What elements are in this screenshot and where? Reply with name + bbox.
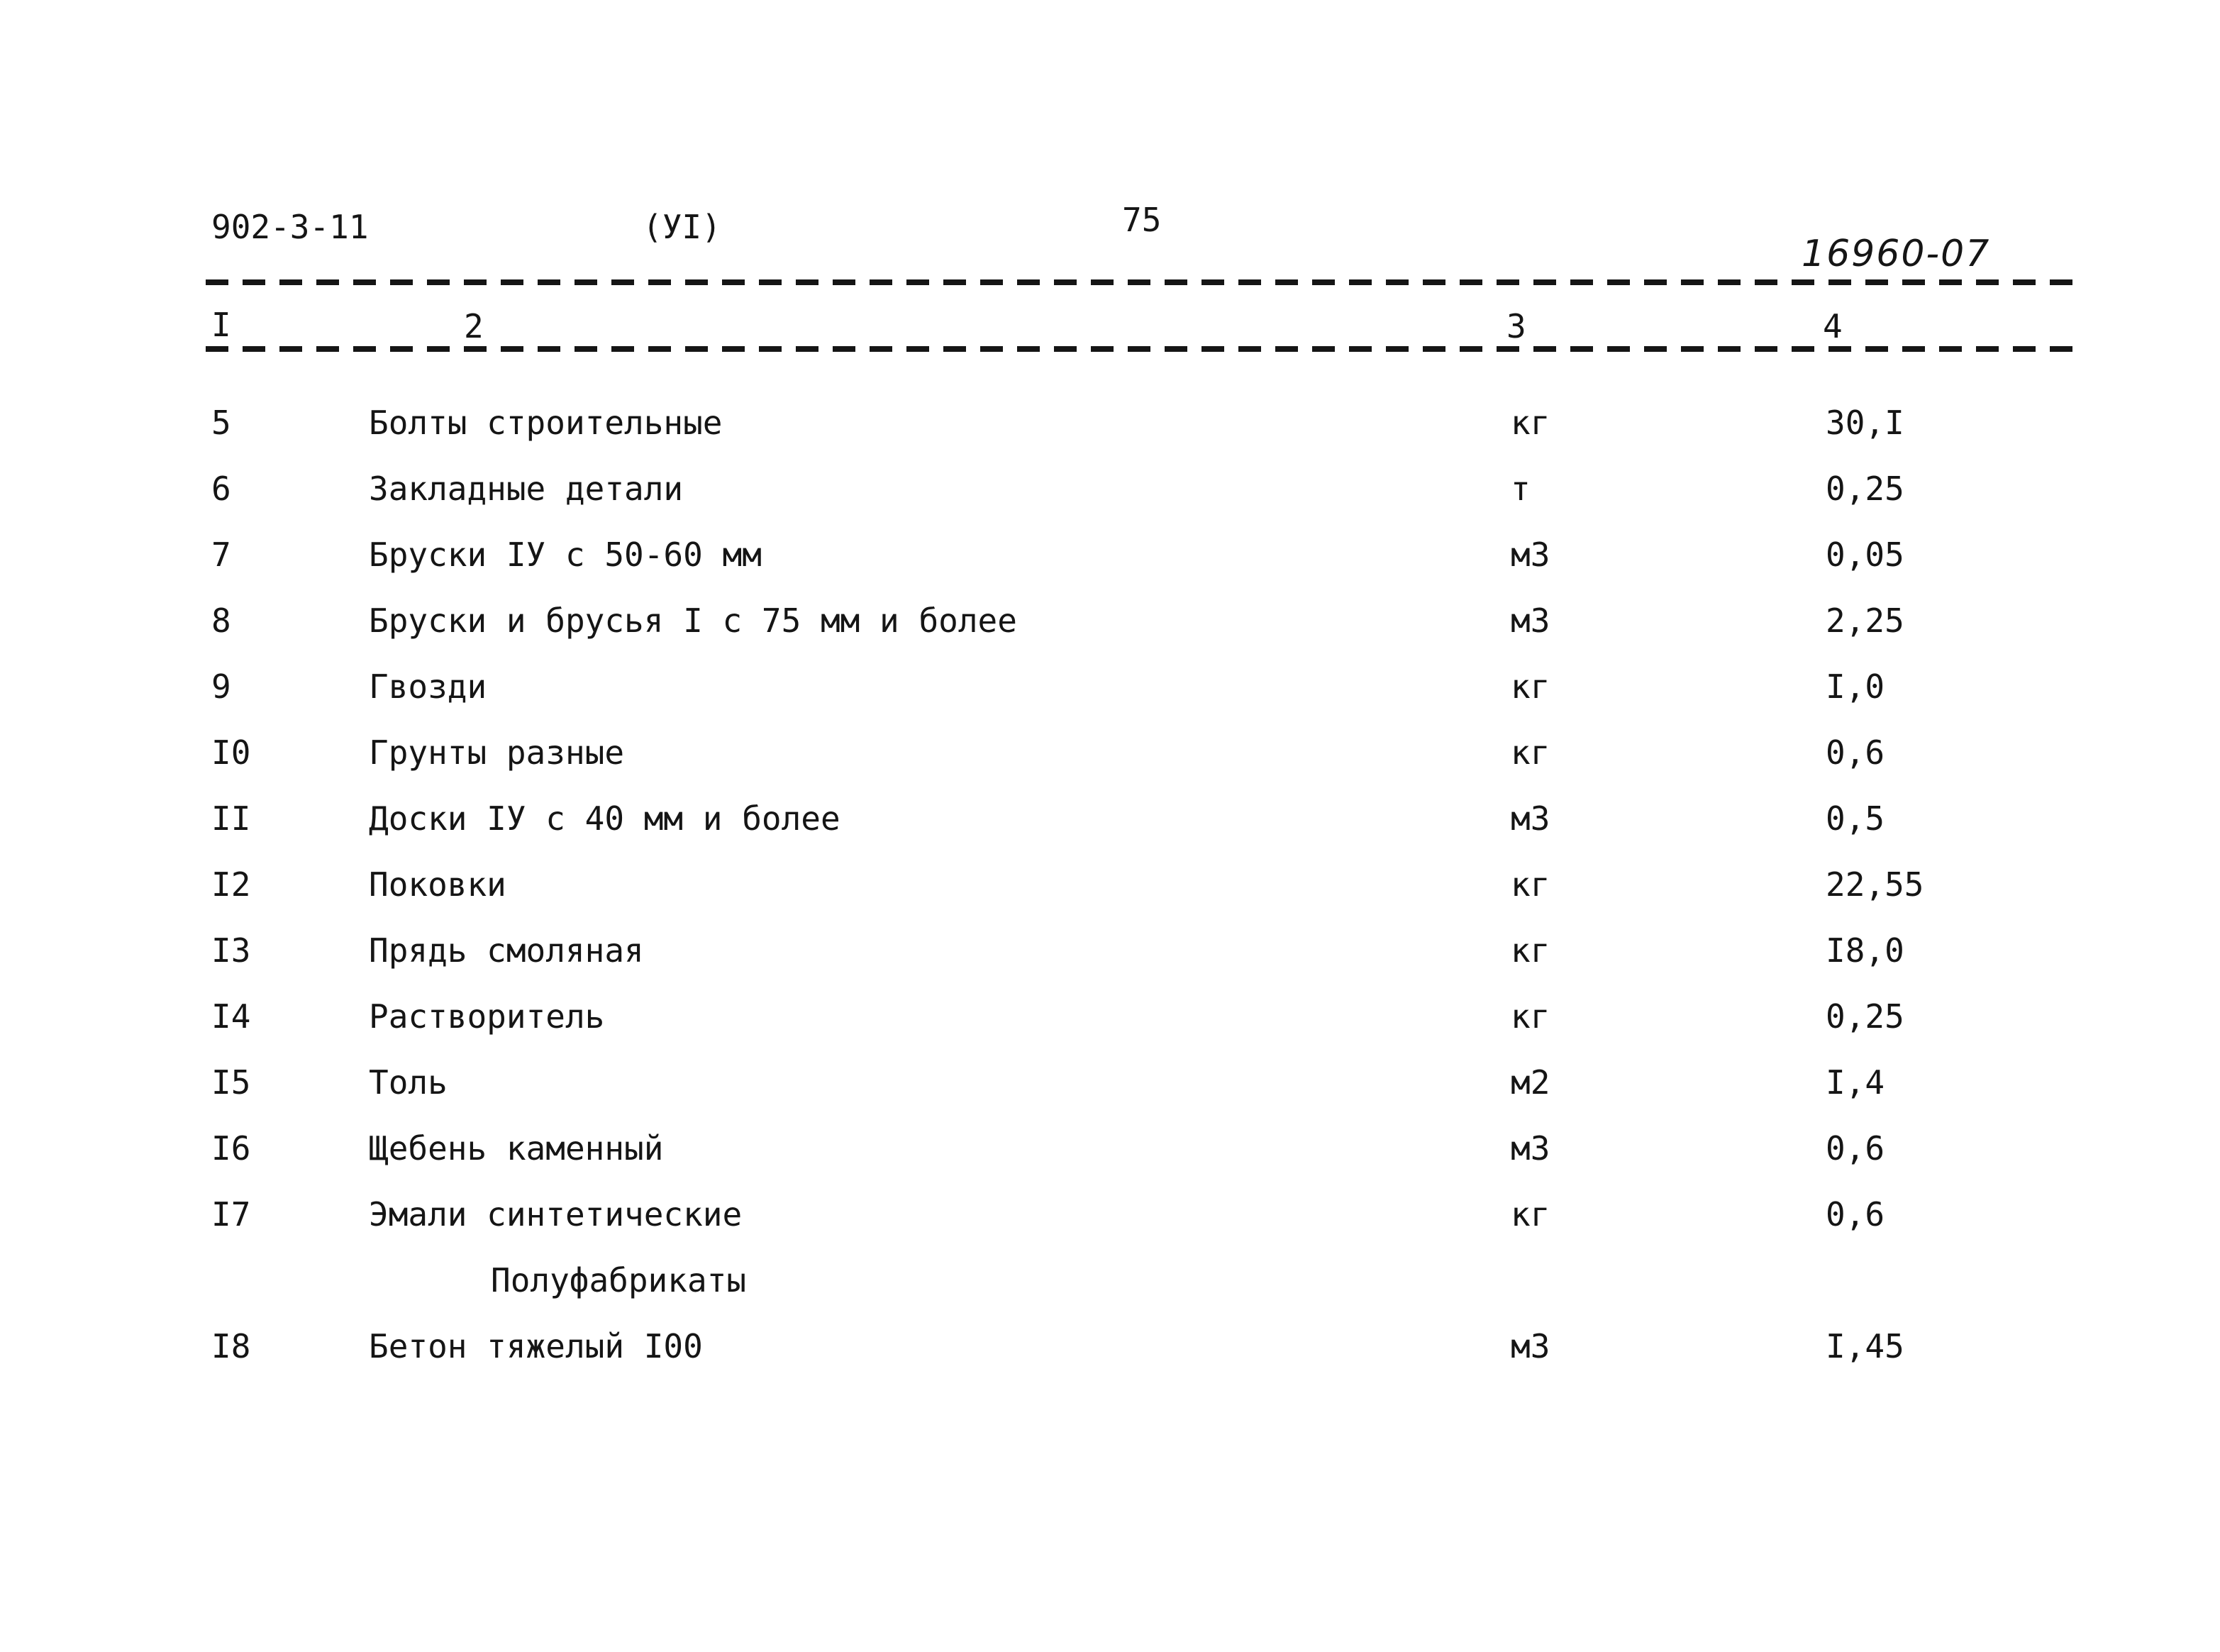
quantity: 2,25 xyxy=(1826,602,1904,640)
quantity: I,45 xyxy=(1826,1327,1904,1365)
table-row xyxy=(0,601,2220,667)
row-number: 6 xyxy=(211,470,231,508)
column-number-3: 3 xyxy=(1502,306,1531,346)
row-number: II xyxy=(211,799,251,838)
quantity: 0,25 xyxy=(1826,997,1904,1036)
unit: кг xyxy=(1511,865,1550,904)
material-name: Толь xyxy=(369,1063,448,1102)
quantity: 22,55 xyxy=(1826,865,1924,904)
table-row xyxy=(0,931,2220,997)
row-number: 8 xyxy=(211,602,231,640)
row-number: I8 xyxy=(211,1327,251,1365)
table-row xyxy=(0,403,2220,469)
material-name: Поковки xyxy=(369,865,506,904)
material-name: Щебень каменный xyxy=(369,1129,664,1168)
material-name: Грунты разные xyxy=(369,733,625,772)
unit: м2 xyxy=(1511,1063,1550,1102)
doc-code: 902-3-11 xyxy=(211,208,369,246)
unit: кг xyxy=(1511,667,1550,706)
quantity: 0,05 xyxy=(1826,536,1904,574)
table-row xyxy=(0,733,2220,799)
material-name: Прядь смоляная xyxy=(369,931,644,970)
row-number: I2 xyxy=(211,865,251,904)
material-name: Растворитель xyxy=(369,997,605,1036)
quantity: 0,25 xyxy=(1826,470,1904,508)
unit: м3 xyxy=(1511,799,1550,838)
table-row xyxy=(0,1194,2220,1260)
table-row xyxy=(0,535,2220,601)
row-number: I7 xyxy=(211,1195,251,1234)
column-number-1: I xyxy=(207,305,235,345)
quantity: I8,0 xyxy=(1826,931,1904,970)
unit: т xyxy=(1511,470,1531,508)
section-code: (УI) xyxy=(643,208,721,246)
table-row xyxy=(0,469,2220,535)
material-name: Доски IУ с 40 мм и более xyxy=(369,799,840,838)
row-number: I0 xyxy=(211,733,251,772)
quantity: 30,I xyxy=(1826,404,1904,442)
table-row xyxy=(0,667,2220,733)
table-row xyxy=(0,1063,2220,1129)
table-row xyxy=(0,997,2220,1063)
material-name: Бруски IУ с 50-60 мм xyxy=(369,536,762,574)
row-number: 9 xyxy=(211,667,231,706)
row-number: 5 xyxy=(211,404,231,442)
row-number: I3 xyxy=(211,931,251,970)
table-row xyxy=(0,1326,2220,1392)
table-subheading: Полуфабрикаты xyxy=(491,1261,747,1299)
row-number: I5 xyxy=(211,1063,251,1102)
row-number: I6 xyxy=(211,1129,251,1168)
column-number-2: 2 xyxy=(460,306,488,346)
material-name: Эмали синтетические xyxy=(369,1195,743,1234)
column-number-4: 4 xyxy=(1819,306,1847,346)
unit: м3 xyxy=(1511,1129,1550,1168)
unit: кг xyxy=(1511,931,1550,970)
materials-table xyxy=(0,403,2220,1392)
unit: м3 xyxy=(1511,1327,1550,1365)
table-row xyxy=(0,799,2220,865)
material-name: Гвозди xyxy=(369,667,487,706)
material-name: Бруски и брусья I с 75 мм и более xyxy=(369,602,1017,640)
table-header-rule xyxy=(206,346,2085,352)
quantity: I,0 xyxy=(1826,667,1885,706)
table-top-rule xyxy=(206,279,2085,285)
stamp-number: 16960-07 xyxy=(1802,233,1991,275)
row-number: 7 xyxy=(211,536,231,574)
unit: кг xyxy=(1511,733,1550,772)
unit: м3 xyxy=(1511,602,1550,640)
unit: м3 xyxy=(1511,536,1550,574)
quantity: 0,6 xyxy=(1826,733,1885,772)
row-number: I4 xyxy=(211,997,251,1036)
quantity: 0,6 xyxy=(1826,1195,1885,1234)
quantity: 0,6 xyxy=(1826,1129,1885,1168)
table-row xyxy=(0,865,2220,931)
quantity: 0,5 xyxy=(1826,799,1885,838)
unit: кг xyxy=(1511,1195,1550,1234)
material-name: Болты строительные xyxy=(369,404,723,442)
table-subheading-row xyxy=(0,1260,2220,1326)
page-number: 75 xyxy=(1122,201,1162,239)
unit: кг xyxy=(1511,997,1550,1036)
table-row xyxy=(0,1129,2220,1194)
material-name: Закладные детали xyxy=(369,470,684,508)
quantity: I,4 xyxy=(1826,1063,1885,1102)
unit: кг xyxy=(1511,404,1550,442)
material-name: Бетон тяжелый I00 xyxy=(369,1327,703,1365)
